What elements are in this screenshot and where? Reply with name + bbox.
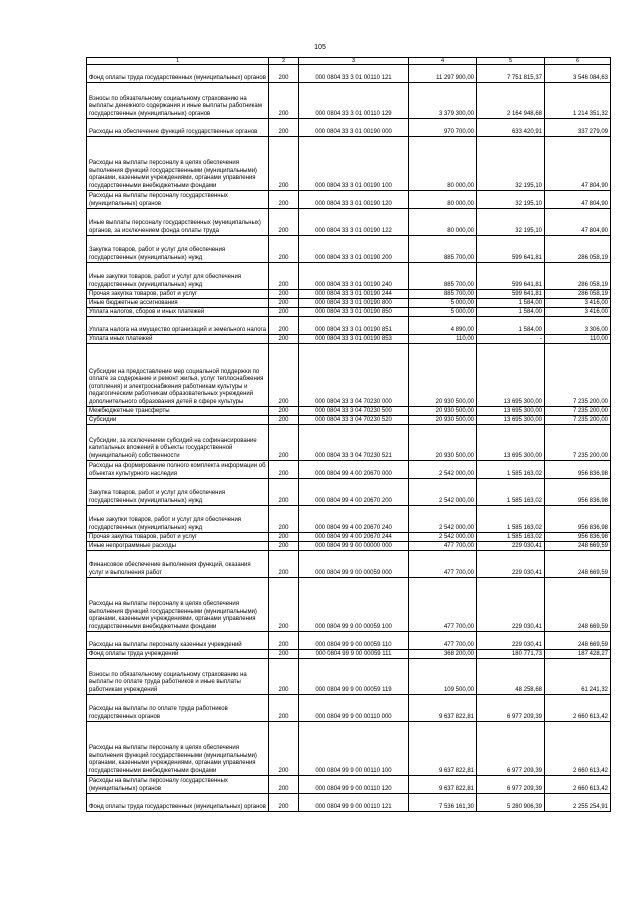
row-approved-amount: 80 000,00	[409, 209, 477, 236]
row-remainder-amount: 286 058,19	[545, 236, 611, 263]
row-name: Иные непрограммные расходы	[87, 542, 269, 551]
row-remainder-amount: 3 416,00	[545, 299, 611, 308]
row-remainder-amount: 110,00	[545, 335, 611, 344]
row-remainder-amount: 2 660 613,42	[545, 776, 611, 794]
row-budget-code: 000 0804 33 3 01 00190 240	[299, 263, 409, 290]
row-budget-code: 000 0804 33 3 04 70230 521	[299, 425, 409, 461]
row-budget-code: 000 0804 99 9 00 00110 100	[299, 722, 409, 776]
table-row	[87, 479, 611, 506]
row-executed-amount: 180 771,73	[477, 650, 545, 659]
row-approved-amount: 885 700,00	[409, 236, 477, 263]
table-body	[87, 58, 611, 812]
row-approved-amount: 477 700,00	[409, 542, 477, 551]
row-budget-code: 000 0804 99 9 00 00059 111	[299, 650, 409, 659]
row-budget-code: 000 0804 99 4 00 20670 000	[299, 461, 409, 479]
row-admin-code: 200	[269, 416, 299, 425]
row-approved-amount: 477 700,00	[409, 551, 477, 578]
row-executed-amount: 599 641,81	[477, 290, 545, 299]
row-executed-amount: 5 280 906,39	[477, 794, 545, 812]
row-approved-amount: 368 200,00	[409, 650, 477, 659]
row-remainder-amount: 187 428,27	[545, 650, 611, 659]
row-executed-amount: 229 030,41	[477, 542, 545, 551]
row-budget-code: 000 0804 99 9 00 00059 000	[299, 551, 409, 578]
row-approved-amount: 109 500,00	[409, 659, 477, 695]
row-budget-code: 000 0804 99 4 00 20670 244	[299, 533, 409, 542]
column-number: 6	[545, 58, 611, 65]
row-admin-code: 200	[269, 506, 299, 533]
row-admin-code: 200	[269, 407, 299, 416]
row-admin-code: 200	[269, 551, 299, 578]
row-approved-amount: 970 700,00	[409, 119, 477, 137]
table-row	[87, 308, 611, 317]
table-row	[87, 632, 611, 650]
table-row	[87, 578, 611, 632]
table-row	[87, 83, 611, 119]
row-remainder-amount: 956 836,98	[545, 506, 611, 533]
table-row	[87, 65, 611, 83]
table-row	[87, 236, 611, 263]
row-budget-code: 000 0804 99 9 00 00110 121	[299, 794, 409, 812]
row-budget-code: 000 0804 99 4 00 20670 200	[299, 479, 409, 506]
row-approved-amount: 20 930 500,00	[409, 425, 477, 461]
table-row	[87, 794, 611, 812]
row-admin-code: 200	[269, 479, 299, 506]
row-approved-amount: 477 700,00	[409, 578, 477, 632]
row-remainder-amount: 286 058,19	[545, 263, 611, 290]
row-executed-amount: 48 258,68	[477, 659, 545, 695]
row-admin-code: 200	[269, 776, 299, 794]
row-admin-code: 200	[269, 461, 299, 479]
row-budget-code: 000 0804 99 9 00 00059 100	[299, 578, 409, 632]
row-name: Расходы на выплаты персоналу в целях обеспечения выполнения функций государственными (муниципальными) органами, казенными учреждениями, органами управления государственными внебюджетными фондами	[87, 137, 269, 191]
row-name: Фонд оплаты труда государственных (муниципальных) органов	[87, 65, 269, 83]
row-admin-code: 200	[269, 794, 299, 812]
row-approved-amount: 4 890,00	[409, 317, 477, 335]
row-remainder-amount: 956 836,98	[545, 479, 611, 506]
row-executed-amount: 13 695 300,00	[477, 425, 545, 461]
row-executed-amount: 1 585 163,02	[477, 533, 545, 542]
row-remainder-amount: 248 669,59	[545, 542, 611, 551]
table-row	[87, 506, 611, 533]
row-admin-code: 200	[269, 542, 299, 551]
row-remainder-amount: 3 306,00	[545, 317, 611, 335]
table-row	[87, 191, 611, 209]
row-admin-code: 200	[269, 290, 299, 299]
column-number-row	[87, 58, 611, 65]
row-budget-code: 000 0804 99 9 00 00059 110	[299, 632, 409, 650]
table-row	[87, 317, 611, 335]
row-remainder-amount: 47 804,90	[545, 209, 611, 236]
row-executed-amount: 2 164 948,68	[477, 83, 545, 119]
row-admin-code: 200	[269, 344, 299, 407]
row-admin-code: 200	[269, 83, 299, 119]
row-remainder-amount: 7 235 200,00	[545, 425, 611, 461]
table-row	[87, 461, 611, 479]
row-admin-code: 200	[269, 119, 299, 137]
row-name: Иные закупки товаров, работ и услуг для обеспечения государственных (муниципальных) нужд	[87, 506, 269, 533]
page-number: 105	[314, 44, 326, 51]
table-row	[87, 695, 611, 722]
row-admin-code: 200	[269, 236, 299, 263]
row-budget-code: 000 0804 99 9 00 00000 000	[299, 542, 409, 551]
row-budget-code: 000 0804 33 3 01 00190 000	[299, 119, 409, 137]
row-name: Расходы на формирование полного комплекта информации об объектах культурного наследия	[87, 461, 269, 479]
row-budget-code: 000 0804 33 3 01 00190 800	[299, 299, 409, 308]
row-executed-amount: 1 585 163,02	[477, 461, 545, 479]
row-executed-amount: 1 584,00	[477, 317, 545, 335]
row-remainder-amount: 2 660 613,42	[545, 722, 611, 776]
table-row	[87, 650, 611, 659]
column-number: 1	[87, 58, 269, 65]
row-approved-amount: 2 542 000,00	[409, 533, 477, 542]
table-row	[87, 290, 611, 299]
row-name: Уплата налога на имущество организаций и земельного налога	[87, 317, 269, 335]
row-approved-amount: 9 637 822,81	[409, 695, 477, 722]
row-admin-code: 200	[269, 209, 299, 236]
row-budget-code: 000 0804 33 3 04 70230 520	[299, 416, 409, 425]
row-approved-amount: 80 000,00	[409, 191, 477, 209]
table-row	[87, 533, 611, 542]
row-name: Прочая закупка товаров, работ и услуг	[87, 533, 269, 542]
row-remainder-amount: 3 546 084,63	[545, 65, 611, 83]
row-name: Расходы на выплаты персоналу государственных (муниципальных) органов	[87, 776, 269, 794]
row-remainder-amount: 248 669,59	[545, 578, 611, 632]
row-approved-amount: 2 542 000,00	[409, 479, 477, 506]
row-budget-code: 000 0804 99 9 00 00110 000	[299, 695, 409, 722]
row-executed-amount: 633 420,91	[477, 119, 545, 137]
row-budget-code: 000 0804 33 3 01 00190 850	[299, 308, 409, 317]
row-executed-amount: 13 695 300,00	[477, 416, 545, 425]
row-budget-code: 000 0804 99 4 00 20670 240	[299, 506, 409, 533]
row-remainder-amount: 47 804,90	[545, 137, 611, 191]
row-remainder-amount: 2 255 254,91	[545, 794, 611, 812]
row-admin-code: 200	[269, 308, 299, 317]
row-budget-code: 000 0804 33 3 01 00110 121	[299, 65, 409, 83]
row-approved-amount: 885 700,00	[409, 263, 477, 290]
row-admin-code: 200	[269, 578, 299, 632]
row-name: Фонд оплаты труда учреждений	[87, 650, 269, 659]
row-approved-amount: 2 542 000,00	[409, 461, 477, 479]
row-remainder-amount: 47 804,90	[545, 191, 611, 209]
row-name: Закупка товаров, работ и услуг для обеспечения государственных (муниципальных) нужд	[87, 479, 269, 506]
row-budget-code: 000 0804 33 3 01 00190 851	[299, 317, 409, 335]
row-executed-amount: 7 751 815,37	[477, 65, 545, 83]
row-name: Расходы на выплаты персоналу государственных (муниципальных) органов	[87, 191, 269, 209]
row-approved-amount: 5 000,00	[409, 299, 477, 308]
table-row	[87, 416, 611, 425]
row-approved-amount: 20 930 500,00	[409, 416, 477, 425]
row-budget-code: 000 0804 33 3 01 00110 129	[299, 83, 409, 119]
row-name: Взносы по обязательному социальному страхованию на выплаты по оплате труда работников и иные выплаты работникам учреждений	[87, 659, 269, 695]
row-remainder-amount: 286 058,19	[545, 290, 611, 299]
row-executed-amount: 1 585 163,02	[477, 506, 545, 533]
row-budget-code: 000 0804 33 3 01 00190 853	[299, 335, 409, 344]
row-approved-amount: 5 000,00	[409, 308, 477, 317]
row-approved-amount: 9 637 822,81	[409, 776, 477, 794]
row-admin-code: 200	[269, 191, 299, 209]
row-name: Иные закупки товаров, работ и услуг для обеспечения государственных (муниципальных) нужд	[87, 263, 269, 290]
table-row	[87, 263, 611, 290]
row-approved-amount: 11 297 900,00	[409, 65, 477, 83]
row-executed-amount: 32 195,10	[477, 209, 545, 236]
column-number: 4	[409, 58, 477, 65]
row-remainder-amount: 61 241,32	[545, 659, 611, 695]
column-number: 2	[269, 58, 299, 65]
row-name: Расходы на обеспечение функций государственных органов	[87, 119, 269, 137]
row-name: Финансовое обеспечение выполнения функций, оказания услуг и выполнения работ	[87, 551, 269, 578]
row-executed-amount: 32 195,10	[477, 137, 545, 191]
table-row	[87, 344, 611, 407]
table-row	[87, 722, 611, 776]
row-admin-code: 200	[269, 317, 299, 335]
row-executed-amount: 1 584,00	[477, 299, 545, 308]
row-executed-amount: 13 695 300,00	[477, 344, 545, 407]
row-executed-amount: 229 030,41	[477, 632, 545, 650]
row-name: Субсидии на предоставление мер социальной поддержки по оплате за содержание и ремонт жилья, услуг теплоснабжения (отопления) и электроснабжения работникам культуры и педагогическим работникам образовательных учреждений дополнительного образования детей в сфере культуры	[87, 344, 269, 407]
table-row	[87, 335, 611, 344]
row-admin-code: 200	[269, 299, 299, 308]
row-remainder-amount: 2 660 613,42	[545, 695, 611, 722]
table-row	[87, 137, 611, 191]
row-admin-code: 200	[269, 533, 299, 542]
row-name: Расходы на выплаты по оплате труда работников государственных органов	[87, 695, 269, 722]
table-row	[87, 551, 611, 578]
table-row	[87, 299, 611, 308]
row-budget-code: 000 0804 33 3 01 00190 244	[299, 290, 409, 299]
row-budget-code: 000 0804 33 3 01 00190 200	[299, 236, 409, 263]
row-name: Расходы на выплаты персоналу в целях обеспечения выполнения функций государственными (муниципальными) органами, казенными учреждениями, органами управления государственными внебюджетными фондами	[87, 722, 269, 776]
row-remainder-amount: 337 279,09	[545, 119, 611, 137]
row-budget-code: 000 0804 33 3 04 70230 000	[299, 344, 409, 407]
row-name: Субсидии, за исключением субсидий на софинансирование капитальных вложений в объекты государственной (муниципальной) собственности	[87, 425, 269, 461]
row-admin-code: 200	[269, 632, 299, 650]
row-budget-code: 000 0804 99 9 00 00110 120	[299, 776, 409, 794]
row-approved-amount: 3 379 300,00	[409, 83, 477, 119]
column-number: 3	[299, 58, 409, 65]
row-admin-code: 200	[269, 263, 299, 290]
row-approved-amount: 885 700,00	[409, 290, 477, 299]
row-approved-amount: 20 930 500,00	[409, 407, 477, 416]
budget-execution-table	[86, 57, 611, 812]
row-name: Уплата налогов, сборов и иных платежей	[87, 308, 269, 317]
row-executed-amount: -	[477, 335, 545, 344]
row-executed-amount: 1 584,00	[477, 308, 545, 317]
row-admin-code: 200	[269, 650, 299, 659]
row-admin-code: 200	[269, 659, 299, 695]
row-executed-amount: 599 641,81	[477, 263, 545, 290]
table-row	[87, 119, 611, 137]
row-budget-code: 000 0804 33 3 01 00190 100	[299, 137, 409, 191]
row-name: Взносы по обязательному социальному страхованию на выплаты денежного содержания и иные выплаты работникам государственных (муниципальных) органов	[87, 83, 269, 119]
row-approved-amount: 2 542 000,00	[409, 506, 477, 533]
row-name: Уплата иных платежей	[87, 335, 269, 344]
row-remainder-amount: 3 416,00	[545, 308, 611, 317]
row-name: Иные выплаты персоналу государственных (муниципальных) органов, за исключением фонда оплаты труда	[87, 209, 269, 236]
row-name: Иные бюджетные ассигнования	[87, 299, 269, 308]
row-executed-amount: 6 977 209,39	[477, 722, 545, 776]
row-executed-amount: 599 641,81	[477, 236, 545, 263]
column-number: 5	[477, 58, 545, 65]
row-executed-amount: 229 030,41	[477, 578, 545, 632]
row-executed-amount: 13 695 300,00	[477, 407, 545, 416]
row-approved-amount: 9 637 822,81	[409, 722, 477, 776]
row-name: Субсидии	[87, 416, 269, 425]
row-admin-code: 200	[269, 722, 299, 776]
row-name: Межбюджетные трансферты	[87, 407, 269, 416]
row-admin-code: 200	[269, 137, 299, 191]
row-approved-amount: 20 930 500,00	[409, 344, 477, 407]
row-budget-code: 000 0804 33 3 01 00190 120	[299, 191, 409, 209]
row-admin-code: 200	[269, 695, 299, 722]
row-budget-code: 000 0804 99 9 00 00059 119	[299, 659, 409, 695]
row-name: Фонд оплаты труда государственных (муниципальных) органов	[87, 794, 269, 812]
row-executed-amount: 6 977 209,39	[477, 695, 545, 722]
row-executed-amount: 6 977 209,39	[477, 776, 545, 794]
row-approved-amount: 80 000,00	[409, 137, 477, 191]
row-name: Закупка товаров, работ и услуг для обеспечения государственных (муниципальных) нужд	[87, 236, 269, 263]
row-name: Прочая закупка товаров, работ и услуг	[87, 290, 269, 299]
table-row	[87, 407, 611, 416]
table-row	[87, 425, 611, 461]
row-remainder-amount: 956 836,98	[545, 533, 611, 542]
row-executed-amount: 229 030,41	[477, 551, 545, 578]
row-name: Расходы на выплаты персоналу в целях обеспечения выполнения функций государственными (муниципальными) органами, казенными учреждениями, органами управления государственными внебюджетными фондами	[87, 578, 269, 632]
row-remainder-amount: 1 214 351,32	[545, 83, 611, 119]
row-executed-amount: 1 585 163,02	[477, 479, 545, 506]
row-admin-code: 200	[269, 65, 299, 83]
row-budget-code: 000 0804 33 3 01 00190 122	[299, 209, 409, 236]
row-approved-amount: 110,00	[409, 335, 477, 344]
row-remainder-amount: 248 669,59	[545, 632, 611, 650]
row-remainder-amount: 7 235 200,00	[545, 407, 611, 416]
row-remainder-amount: 956 836,98	[545, 461, 611, 479]
table-row	[87, 542, 611, 551]
row-remainder-amount: 7 235 200,00	[545, 416, 611, 425]
row-name: Расходы на выплаты персоналу казенных учреждений	[87, 632, 269, 650]
row-executed-amount: 32 195,10	[477, 191, 545, 209]
table-row	[87, 776, 611, 794]
row-budget-code: 000 0804 33 3 04 70230 500	[299, 407, 409, 416]
row-approved-amount: 7 536 161,30	[409, 794, 477, 812]
row-remainder-amount: 7 235 200,00	[545, 344, 611, 407]
row-remainder-amount: 248 669,59	[545, 551, 611, 578]
row-admin-code: 200	[269, 425, 299, 461]
table-row	[87, 209, 611, 236]
row-approved-amount: 477 700,00	[409, 632, 477, 650]
row-admin-code: 200	[269, 335, 299, 344]
table-row	[87, 659, 611, 695]
